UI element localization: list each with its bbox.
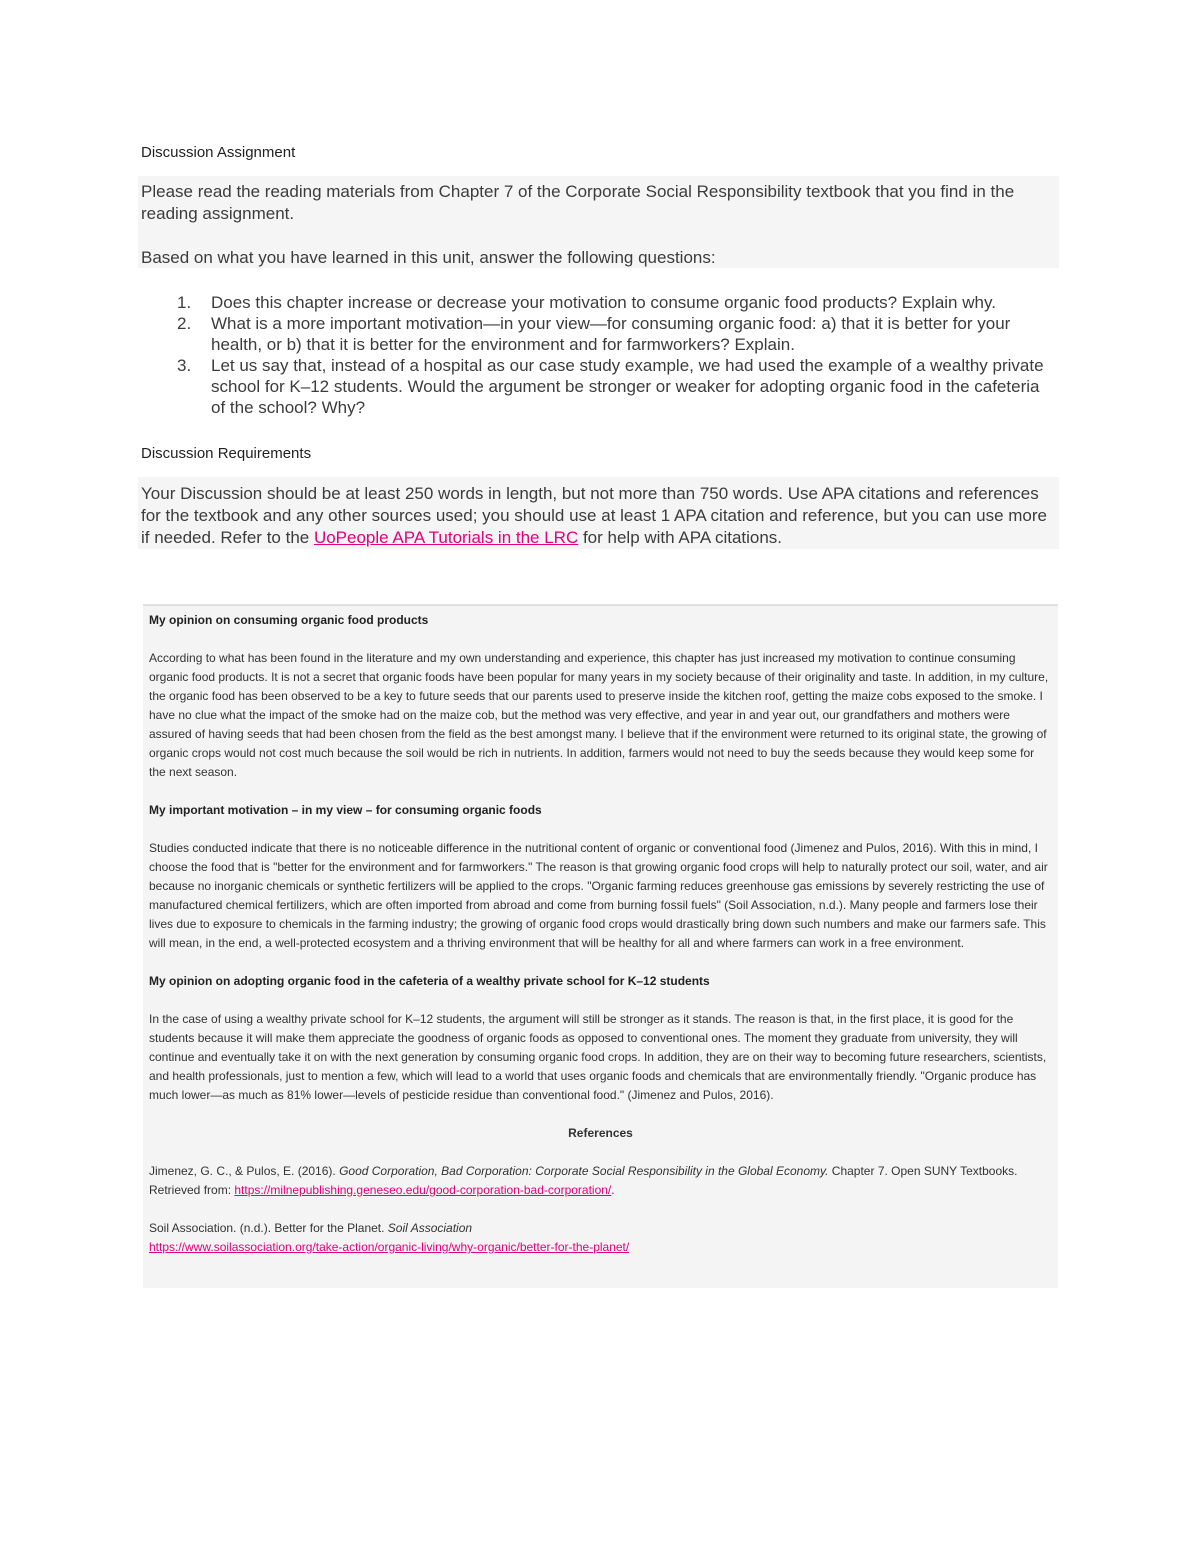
question-item [141, 292, 1056, 313]
reference-1-rest: Chapter 7. Open SUNY Textbooks. Retrieved from: [149, 1164, 1018, 1197]
requirements-text-before: Your Discussion should be at least 250 words in length, but not more than 750 words. Use APA citations and references for the textbook and any other sources used; you should use at least 1 APA citation and reference, but you can use more if needed. Refer to the [141, 484, 1047, 547]
reference-2-source: Soil Association [387, 1221, 473, 1235]
reference-1-url[interactable]: https://milnepublishing.geneseo.edu/good-corporation-bad-corporation/ [234, 1183, 612, 1197]
reference-1-authors: Jimenez, G. C., & Pulos, E. (2016). [149, 1164, 340, 1178]
question-item [141, 313, 1056, 355]
question-text: What is a more important motivation—in your view—for consuming organic food: a) that it is better for your health, or b) that it is better for the environment and for farmworkers? Explain. [211, 314, 1011, 354]
answer-heading-2: My important motivation – in my view – for consuming organic foods [149, 803, 542, 817]
references-title: References [568, 1126, 633, 1140]
apa-tutorials-link[interactable]: UoPeople APA Tutorials in the LRC [313, 528, 579, 547]
answer-paragraph-2: Studies conducted indicate that there is no noticeable difference in the nutritional content of organic or conventional food (Jimenez and Pulos, 2016). With this in mind, I choose the food that is "better for the environment and for farmworkers." The reason is that growing organic food crops will help to naturally protect our soil, water, and air because no inorganic chemicals or synthetic fertilizers will be applied to the crops. "Organic farming reduces greenhouse gas emissions by severely restricting the use of manufactured chemical fertilizers, which are often imported from abroad and come from burning fossil fuels" (Soil Association, n.d.). Many people and farmers lose their lives due to exposure to chemicals in the farming industry; the growing of organic food crops would drastically bring down such numbers and make our farmers safe. This will mean, in the end, a well-protected ecosystem and a thriving environment that will be healthy for all and where farmers can work in a free environment. [149, 841, 1048, 950]
reference-1-end: . [611, 1183, 615, 1197]
reference-2-url[interactable]: https://www.soilassociation.org/take-action/organic-living/why-organic/better-for-the-planet/ [149, 1240, 630, 1254]
requirements-heading: Discussion Requirements [141, 445, 312, 462]
question-text: Does this chapter increase or decrease your motivation to consume organic food products? Explain why. [211, 293, 996, 312]
assignment-intro: Please read the reading materials from Chapter 7 of the Corporate Social Responsibility textbook that you find in the reading assignment. [141, 182, 1015, 223]
question-list [141, 292, 1056, 418]
answer-heading-1: My opinion on consuming organic food products [149, 613, 429, 627]
question-text: Let us say that, instead of a hospital as our case study example, we had used the example of a wealthy private school for K–12 students. Would the argument be stronger or weaker for adopting organic food in the cafeteria of the school? Why? [211, 356, 1044, 417]
question-number: 2. [177, 314, 192, 333]
assignment-heading: Discussion Assignment [141, 144, 296, 161]
requirements-text-after: for help with APA citations. [578, 528, 783, 547]
answer-paragraph-1: According to what has been found in the literature and my own understanding and experience, this chapter has just increased my motivation to continue consuming organic food products. It is not a secret that organic foods have been popular for many years in my society because of their originality and taste. In addition, in my culture, the organic food has been observed to be a key to future seeds that our parents used to preserve inside the kitchen roof, getting the maize cobs exposed to the smoke. I have no clue what the impact of the smoke had on the maize cob, but the method was very effective, and year in and year out, our grandfathers and mothers were assured of having seeds that had been chosen from the field as the best amongst many. I believe that if the environment were returned to its original state, the growing of organic crops would not cost much because the soil would be rich in nutrients. In addition, farmers would not need to buy the seeds because they would keep some for the next season. [149, 651, 1049, 779]
reference-2-text: Soil Association. (n.d.). Better for the Planet. [149, 1221, 388, 1235]
question-number: 3. [177, 356, 192, 375]
answer-paragraph-3: In the case of using a wealthy private school for K–12 students, the argument will still be stronger as it stands. The reason is that, in the first place, it is good for the students because it will make them appreciate the goodness of organic foods as opposed to conventional ones. The moment they graduate from university, they will continue and eventually take it on with the next generation by consuming organic food crops. In addition, they are on their way to becoming future researchers, scientists, and health professionals, just to mention a few, which will lead to a world that uses organic foods and chemicals that are environmentally friendly. "Organic produce has much lower—as much as 81% lower—levels of pesticide residue than conventional food." (Jimenez and Pulos, 2016). [149, 1012, 1047, 1102]
reference-1 [149, 1162, 1052, 1200]
assignment-prompt: Based on what you have learned in this unit, answer the following questions: [141, 248, 716, 267]
answer-panel [143, 604, 1058, 1288]
answer-heading-3: My opinion on adopting organic food in the cafeteria of a wealthy private school for K–12 students [149, 974, 710, 988]
question-item [141, 355, 1056, 418]
requirements-text [141, 483, 1056, 549]
reference-1-title: Good Corporation, Bad Corporation: Corporate Social Responsibility in the Global Economy. [339, 1164, 829, 1178]
question-number: 1. [177, 293, 192, 312]
reference-2 [149, 1219, 1052, 1257]
